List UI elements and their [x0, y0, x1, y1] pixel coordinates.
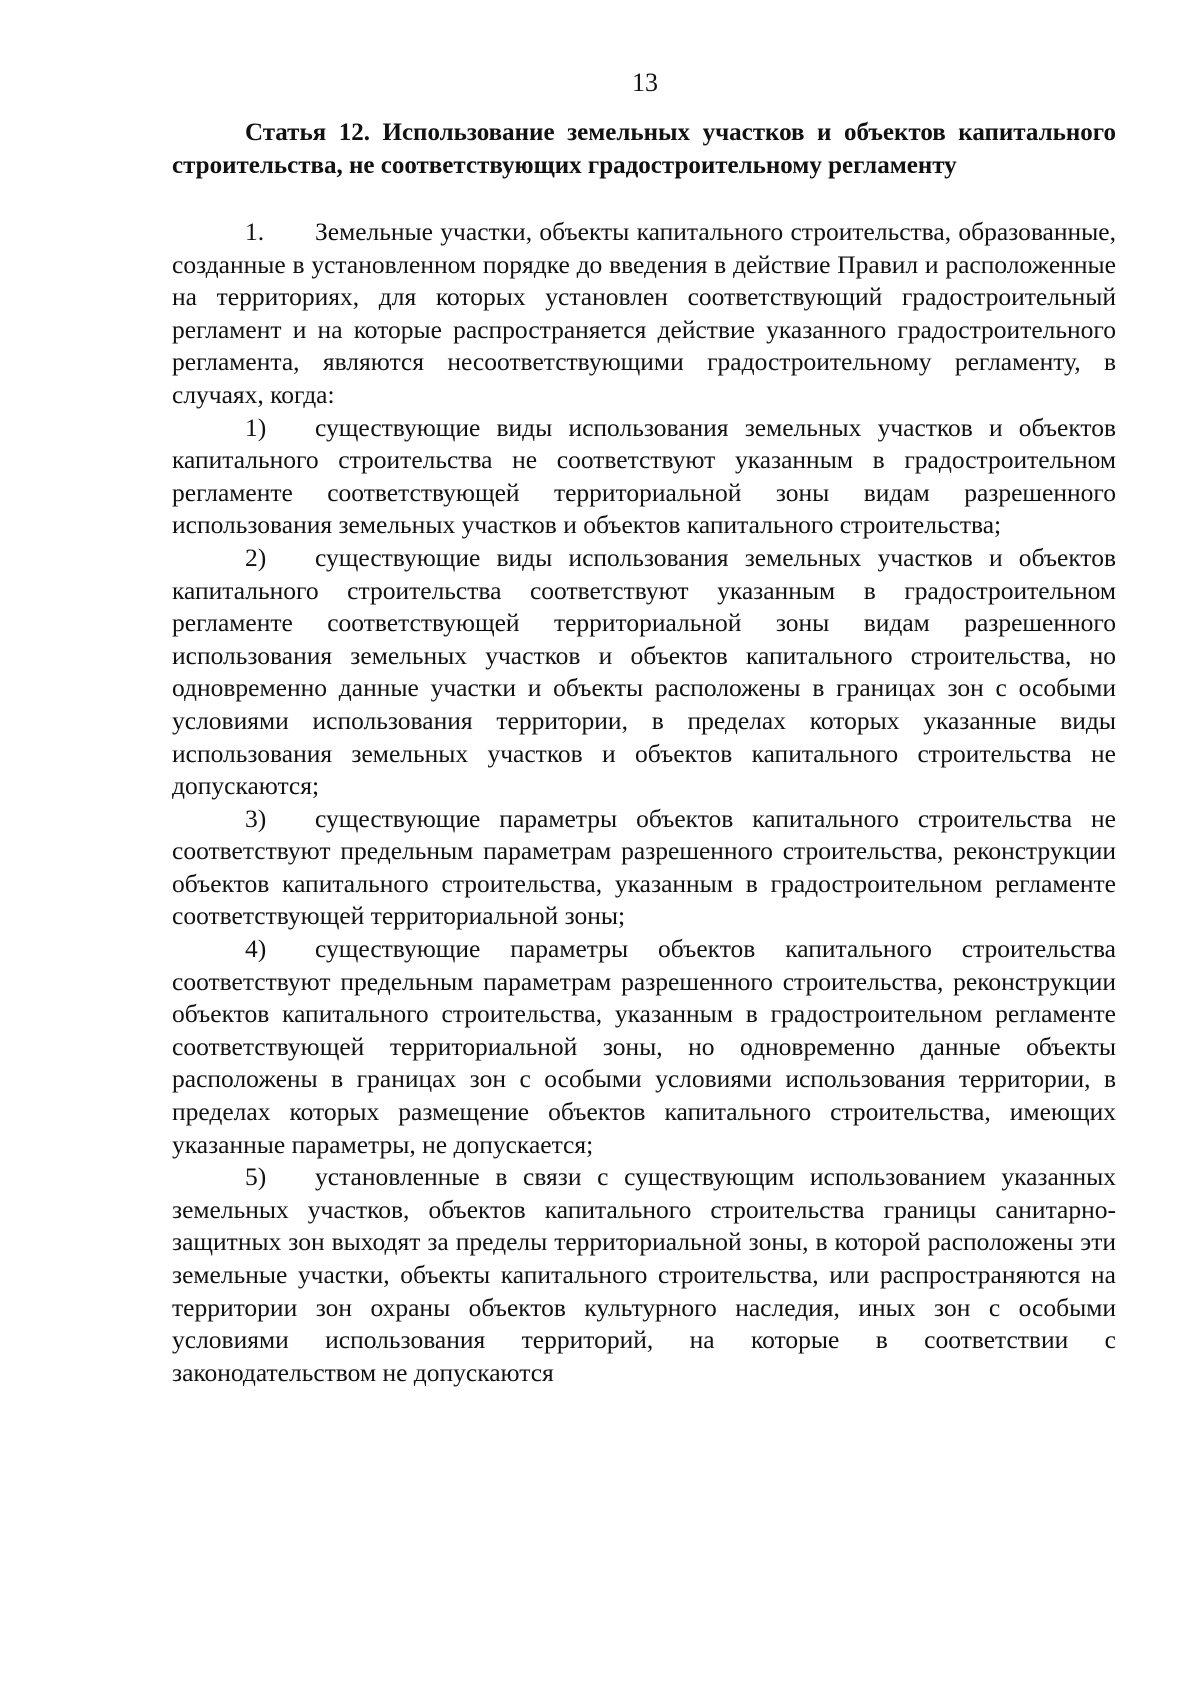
document-body	[172, 116, 1116, 1389]
clause-1	[172, 216, 1116, 412]
page-number: 13	[632, 68, 658, 97]
subclause-4	[172, 933, 1116, 1161]
subclause-text: существующие параметры объектов капитального строительства соответствуют предельным параметрам разрешенного строительства, реконструкции объектов капитального строительства, указанным в градостроительном регламенте соответствующей территориальной зоны, но одновременно данные объекты расположены в границах зон с особыми условиями использования территории, в пределах которых размещение объектов капитального строительства, имеющих указанные параметры, не допускается;	[172, 934, 1116, 1159]
clause-number: 1.	[245, 217, 265, 246]
subclause-text: существующие виды использования земельных участков и объектов капитального строительства соответствуют указанным в градостроительном регламенте соответствующей территориальной зоны видам разрешенного использования земельных участков и объектов капитального строительства, но одновременно данные участки и объекты расположены в границах зон с особыми условиями использования территории, в пределах которых указанные виды использования земельных участков и объектов капитального строительства не допускаются;	[172, 542, 1116, 801]
subclause-5	[172, 1161, 1116, 1389]
subclause-text: установленные в связи с существующим использованием указанных земельных участков, объектов капитального строительства границы санитарно-защитных зон выходят за пределы территориальной зоны, в которой расположены эти земельные участки, объекты капитального строительства, или распространяются на территории зон охраны объектов культурного наследия, иных зон с особыми условиями использования территорий, на которые в соответствии с законодательством не допускаются	[172, 1162, 1116, 1387]
subclause-1	[172, 412, 1116, 542]
subclause-number: 2)	[245, 542, 267, 572]
subclause-number: 5)	[245, 1162, 267, 1192]
subclause-2	[172, 542, 1116, 803]
subclause-number: 1)	[245, 412, 267, 442]
subclause-text: существующие параметры объектов капитального строительства не соответствуют предельным параметрам разрешенного строительства, реконструкции объектов капитального строительства, указанным в градостроительном регламенте соответствующей территориальной зоны;	[172, 803, 1116, 931]
subclause-text: существующие виды использования земельных участков и объектов капитального строительства не соответствуют указанным в градостроительном регламенте соответствующей территориальной зоны видам разрешенного использования земельных участков и объектов капитального строительства;	[172, 412, 1116, 540]
clause-text: Земельные участки, объекты капитального строительства, образованные, созданные в установленном порядке до введения в действие Правил и расположенные на территориях, для которых установлен соответствующий градостроительный регламент и на которые распространяется действие указанного градостроительного регламента, являются несоответствующими градостроительному регламенту, в случаях, когда:	[172, 217, 1116, 409]
subclause-3	[172, 803, 1116, 933]
subclause-number: 3)	[245, 803, 267, 833]
article-heading: Статья 12. Использование земельных участков и объектов капитального строительства, не соответствующих градостроительному регламенту	[172, 119, 1116, 179]
subclause-number: 4)	[245, 934, 267, 964]
